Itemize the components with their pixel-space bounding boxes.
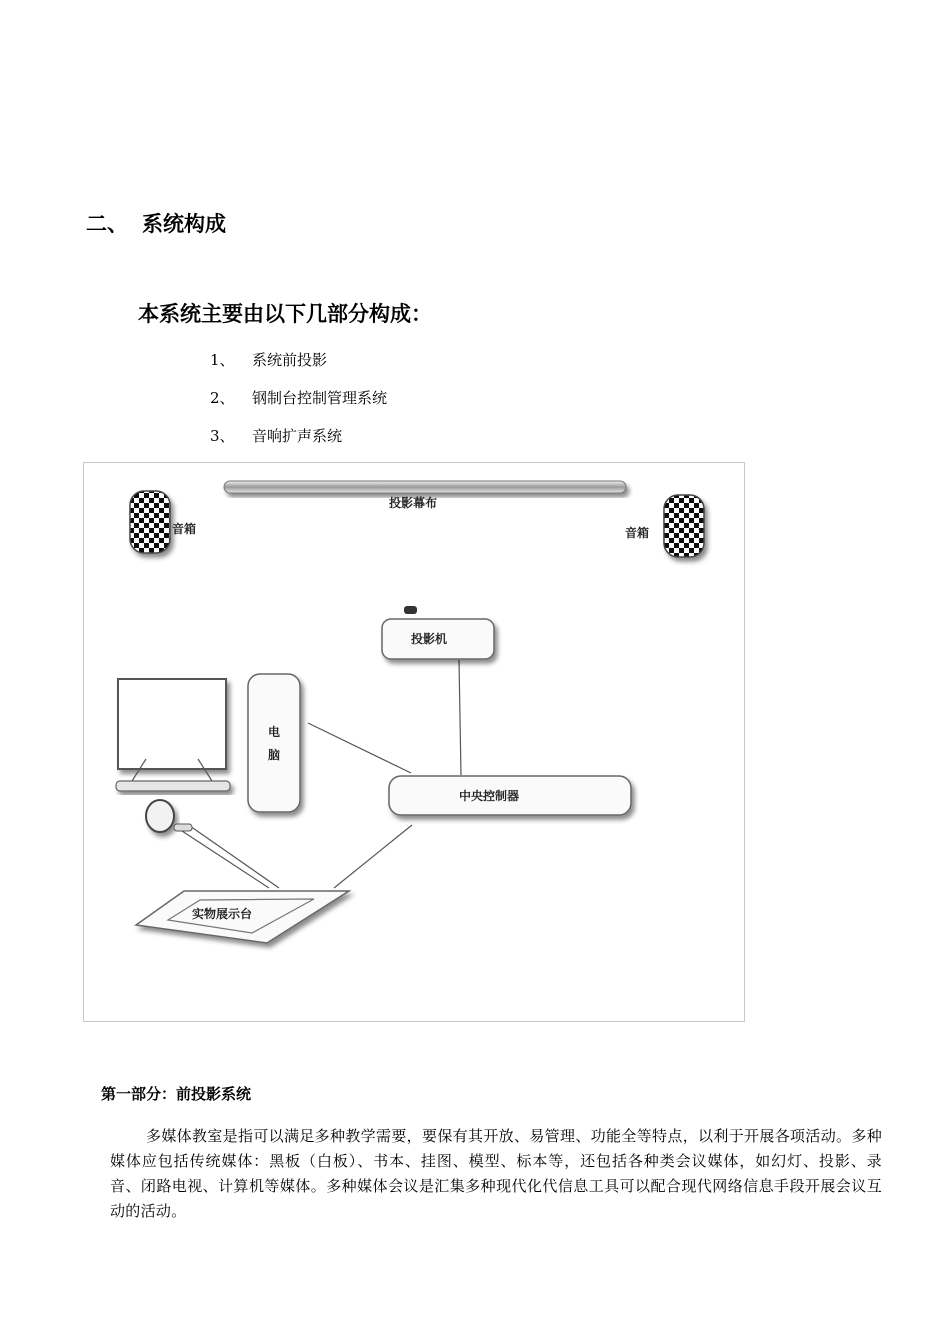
monitor xyxy=(116,679,230,791)
computer-controller-line xyxy=(308,723,411,773)
list-item xyxy=(210,387,387,408)
list-item-text: 钢制台控制管理系统 xyxy=(252,389,388,407)
document-camera xyxy=(146,800,192,832)
list-item-text: 系统前投影 xyxy=(252,351,328,369)
projection-screen xyxy=(224,481,626,510)
speaker-left-label: 音箱 xyxy=(172,522,197,536)
computer-label-2: 脑 xyxy=(268,748,281,762)
section-title: 系统构成 xyxy=(142,212,226,236)
projector-controller-line xyxy=(459,660,461,775)
list-item-number: 2、 xyxy=(210,389,235,407)
body-paragraph: 多媒体教室是指可以满足多种教学需要，要保有其开放、易管理、功能全等特点，以利于开展各项活动。多种媒体应包括传统媒体：黑板（白板）、书本、挂图、模型、标本等，还包括各种类会议媒体，如幻灯、投影、录音、闭路电视、计算机等媒体。多种媒体会议是汇集多种现代化代信息工具可以配合现代网络信息手段开展会议互动的活动。 xyxy=(110,1127,882,1220)
projector xyxy=(382,606,494,659)
central-controller-label: 中央控制器 xyxy=(459,789,520,803)
list-item-number: 3、 xyxy=(210,427,235,445)
central-controller xyxy=(389,776,631,815)
system-diagram-canvas xyxy=(84,463,746,1023)
camera-arm-line xyxy=(182,831,269,888)
section-number: 二、 xyxy=(86,212,128,236)
system-diagram xyxy=(83,462,745,1022)
intro-line: 本系统主要由以下几部分构成： xyxy=(138,302,432,326)
computer-tower xyxy=(248,674,300,812)
computer-label-1: 电 xyxy=(268,725,281,739)
visualizer-label: 实物展示台 xyxy=(192,907,253,921)
visualizer-platform xyxy=(136,891,349,943)
speaker-right-label: 音箱 xyxy=(625,526,650,540)
speaker-left xyxy=(130,491,196,553)
projection-screen-label: 投影幕布 xyxy=(389,496,438,510)
list-item xyxy=(210,425,342,446)
list-item xyxy=(210,349,327,370)
list-item-number: 1、 xyxy=(210,351,235,369)
section-heading xyxy=(86,208,226,238)
list-item-text: 音响扩声系统 xyxy=(252,427,343,445)
controller-visualizer-line xyxy=(334,825,412,888)
projector-label: 投影机 xyxy=(411,632,448,646)
speaker-right xyxy=(625,495,704,557)
part-title: 第一部分：前投影系统 xyxy=(101,1085,252,1103)
projector-lens xyxy=(404,606,417,614)
camera-arm-line xyxy=(190,826,279,888)
